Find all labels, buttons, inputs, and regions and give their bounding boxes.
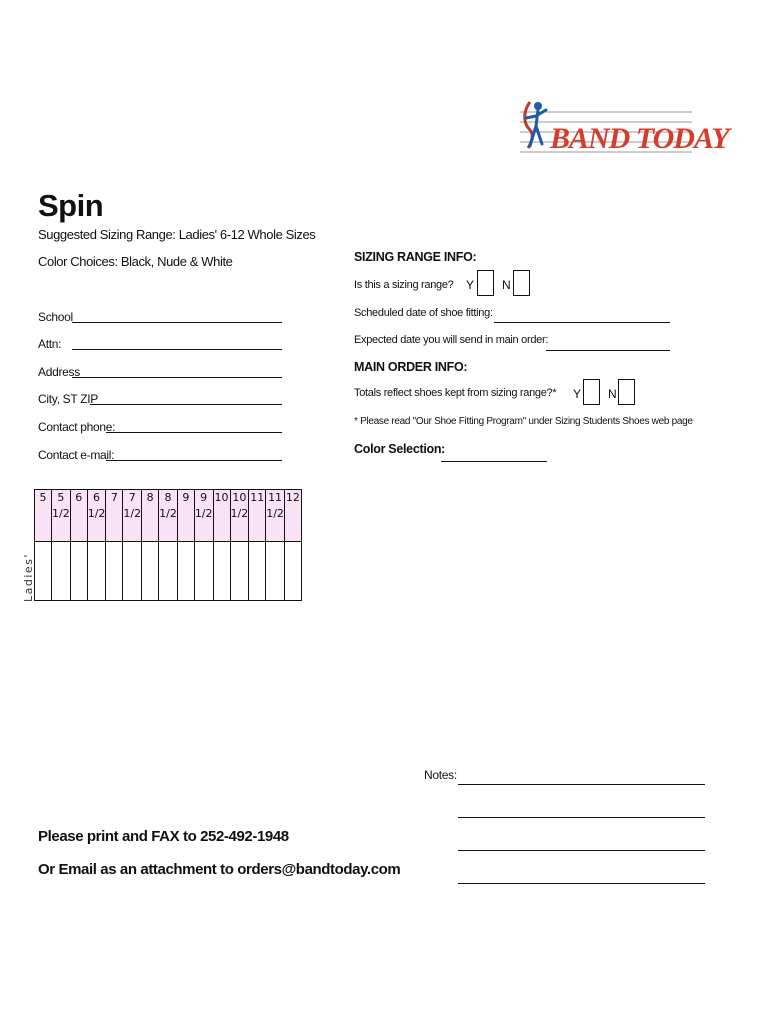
quantity-cell[interactable] [123,542,142,601]
main-order-no-checkbox[interactable] [618,379,635,405]
size-whole: 6 [93,491,101,504]
size-header-cell [159,490,178,542]
main-order-heading: MAIN ORDER INFO: [354,360,468,374]
attn-field[interactable] [72,349,282,350]
quantity-cell[interactable] [213,542,230,601]
size-header-row [35,490,302,542]
quantity-cell[interactable] [87,542,106,601]
size-header-cell [213,490,230,542]
sizing-no-checkbox[interactable] [513,270,530,296]
size-header-cell [194,490,213,542]
size-half: 1/2 [230,507,249,520]
school-label: School [38,310,73,324]
size-half: 1/2 [87,507,106,520]
size-whole: 6 [75,491,83,504]
main-order-question: Totals reflect shoes kept from sizing range?* [354,387,557,399]
size-whole: 7 [110,491,118,504]
main-order-no-label: N [608,387,617,401]
quantity-cell[interactable] [142,542,159,601]
size-header-cell [284,490,301,542]
main-order-yes-checkbox[interactable] [583,379,600,405]
quantity-row [35,542,302,601]
size-half: 1/2 [52,507,70,520]
size-whole: 5 [39,491,47,504]
main-order-yes-label: Y [573,387,581,401]
size-header-cell [87,490,106,542]
quantity-cell[interactable] [52,542,71,601]
size-whole: 11 [250,491,265,504]
expected-date-field[interactable] [546,350,670,351]
email-field[interactable] [106,460,282,461]
notes-line-3[interactable] [458,850,705,851]
address-label: Address [38,365,80,379]
size-table [34,489,302,601]
size-header-cell [142,490,159,542]
size-whole: 5 [57,491,65,504]
color-choices: Color Choices: Black, Nude & White [38,254,233,269]
school-field[interactable] [72,322,282,323]
size-half: 1/2 [194,507,213,520]
fax-instructions: Please print and FAX to 252-492-1948 [38,828,289,845]
size-half: 1/2 [159,507,177,520]
notes-line-2[interactable] [458,817,705,818]
size-header-cell [249,490,266,542]
suggested-sizing-range: Suggested Sizing Range: Ladies' 6-12 Whole Sizes [38,227,316,242]
size-whole: 7 [128,491,136,504]
sizing-range-question: Is this a sizing range? [354,279,454,291]
quantity-cell[interactable] [230,542,249,601]
fitting-date-field[interactable] [494,322,670,323]
svg-text:BAND TODAY: BAND TODAY [550,122,729,155]
email-instructions: Or Email as an attachment to orders@bandtoday.com [38,861,401,878]
size-whole: 8 [146,491,154,504]
quantity-cell[interactable] [70,542,87,601]
quantity-cell[interactable] [249,542,266,601]
size-header-cell [123,490,142,542]
size-header-cell [266,490,285,542]
phone-field[interactable] [106,432,282,433]
phone-label: Contact phone: [38,420,116,434]
sizing-yes-checkbox[interactable] [477,270,494,296]
size-header-cell [230,490,249,542]
size-half: 1/2 [266,507,284,520]
size-whole: 12 [285,491,300,504]
size-header-cell [177,490,194,542]
size-whole: 9 [182,491,190,504]
city-field[interactable] [90,404,282,405]
notes-line-1[interactable] [458,784,705,785]
product-title: Spin [38,188,104,223]
band-today-logo [516,96,729,166]
size-whole: 8 [164,491,172,504]
size-whole: 9 [200,491,208,504]
size-whole: 10 [214,491,229,504]
size-whole: 10 [232,491,247,504]
notes-label: Notes: [424,768,457,782]
sizing-range-heading: SIZING RANGE INFO: [354,250,477,264]
email-label: Contact e-mail: [38,448,115,462]
size-whole: 11 [268,491,283,504]
ladies-row-label: Ladies' [22,553,35,602]
sizing-yes-label: Y [466,278,474,292]
color-selection-field[interactable] [441,461,547,462]
city-label: City, ST ZIP [38,392,98,406]
notes-line-4[interactable] [458,883,705,884]
size-header-cell [70,490,87,542]
quantity-cell[interactable] [284,542,301,601]
color-selection-label: Color Selection: [354,442,446,456]
fitting-program-note: * Please read "Our Shoe Fitting Program" under Sizing Students Shoes web page [354,416,693,427]
address-field[interactable] [72,377,282,378]
expected-date-label: Expected date you will send in main order: [354,334,549,346]
size-header-cell [52,490,71,542]
fitting-date-label: Scheduled date of shoe fitting: [354,307,493,319]
size-header-cell [106,490,123,542]
quantity-cell[interactable] [194,542,213,601]
size-header-cell [35,490,52,542]
quantity-cell[interactable] [159,542,178,601]
quantity-cell[interactable] [177,542,194,601]
attn-label: Attn: [38,337,62,351]
quantity-cell[interactable] [266,542,285,601]
quantity-cell[interactable] [35,542,52,601]
sizing-no-label: N [502,278,511,292]
size-half: 1/2 [123,507,142,520]
quantity-cell[interactable] [106,542,123,601]
